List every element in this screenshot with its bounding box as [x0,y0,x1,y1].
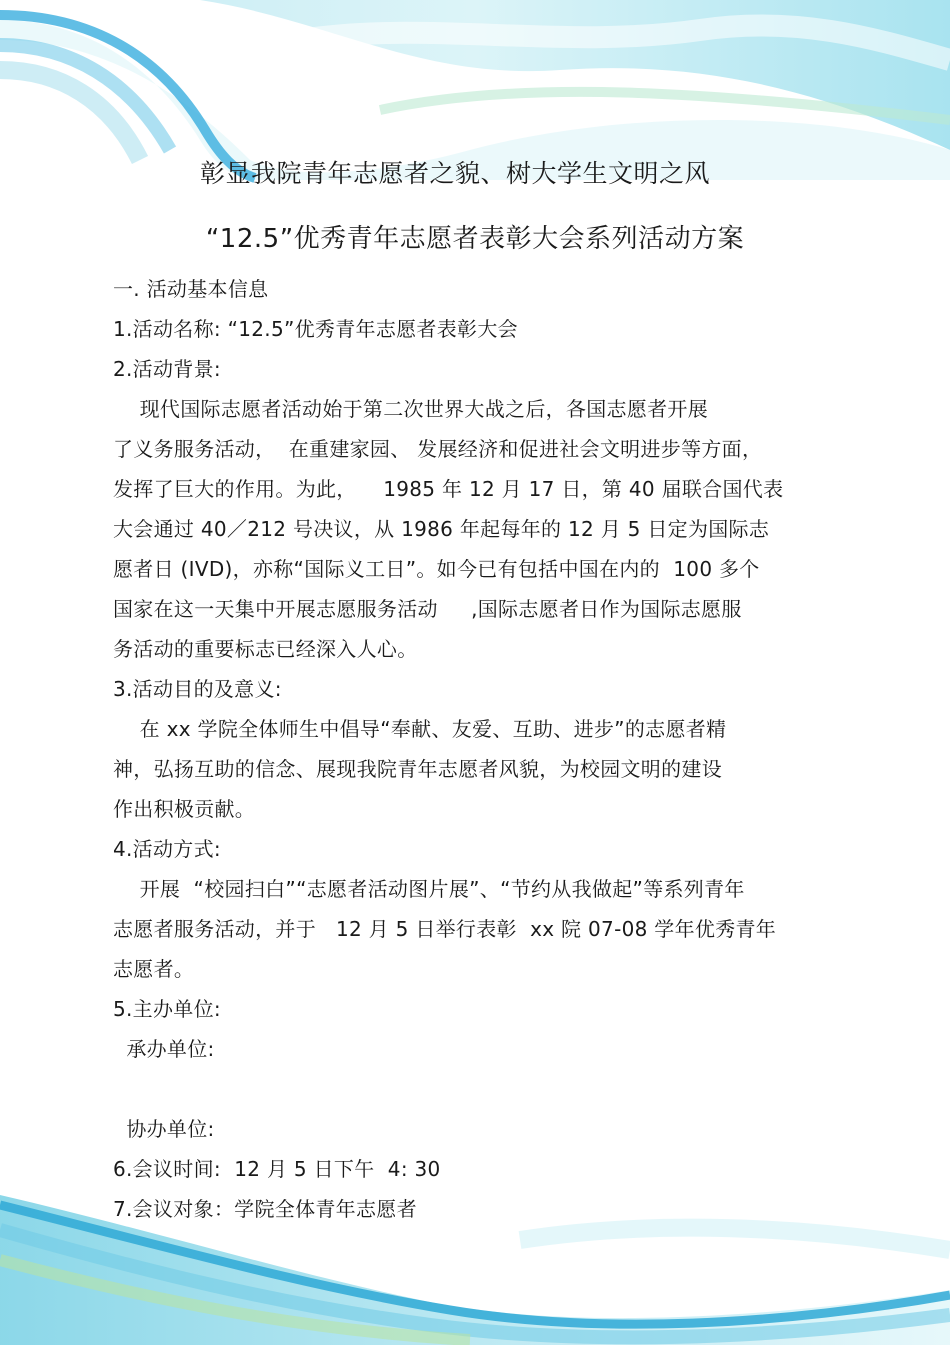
paragraph-line: 志愿者。 [113,957,195,981]
paragraph-line: 志愿者服务活动，并于 12 月 5 日举行表彰 xx 院 07-08 学年优秀青年 [113,917,777,941]
paragraph-line: 了义务服务活动， 在重建家园、 发展经济和促进社会文明进步等方面， [113,437,763,461]
activity-name: 1.活动名称: “12.5”优秀青年志愿者表彰大会 [113,317,518,341]
paragraph-line: 开展 “校园扫白”“志愿者活动图片展”、“节约从我做起”等系列青年 [113,877,745,901]
document-title-line2: “12.5”优秀青年志愿者表彰大会系列活动方案 [205,224,745,254]
co-organizer-label: 协办单位: [113,1117,215,1141]
paragraph-line: 大会通过 40／212 号决议，从 1986 年起每年的 12 月 5 日定为国际志 [113,517,770,541]
section-heading-basic-info: 一. 活动基本信息 [113,277,269,301]
document-title-line1: 彰显我院青年志愿者之貌、树大学生文明之风 [199,159,710,188]
meeting-time: 6.会议时间: 12 月 5 日下午 4: 30 [113,1157,441,1181]
paragraph-line: 现代国际志愿者活动始于第二次世界大战之后，各国志愿者开展 [113,397,709,421]
method-heading: 4.活动方式: [113,837,221,861]
paragraph-line: 国家在这一天集中开展志愿服务活动 ,国际志愿者日作为国际志愿服 [113,597,742,621]
paragraph-line: 作出积极贡献。 [113,797,256,821]
paragraph-line: 在 xx 学院全体师生中倡导“奉献、友爱、互助、进步”的志愿者精 [113,717,727,741]
paragraph-line: 务活动的重要标志已经深入人心。 [113,637,418,661]
meeting-audience: 7.会议对象：学院全体青年志愿者 [113,1197,417,1221]
purpose-heading: 3.活动目的及意义: [113,677,282,701]
paragraph-line: 神，弘扬互助的信念、展现我院青年志愿者风貌，为校园文明的建设 [113,757,722,781]
paragraph-line: 发挥了巨大的作用。为此， 1985 年 12 月 17 日，第 40 届联合国代表 [113,477,784,501]
paragraph-line: 愿者日 (IVD)，亦称“国际义工日”。如今已有包括中国在内的 100 多个 [113,557,760,581]
organizer-heading: 5.主办单位: [113,997,221,1021]
background-heading: 2.活动背景: [113,357,221,381]
undertaker-label: 承办单位: [113,1037,215,1061]
